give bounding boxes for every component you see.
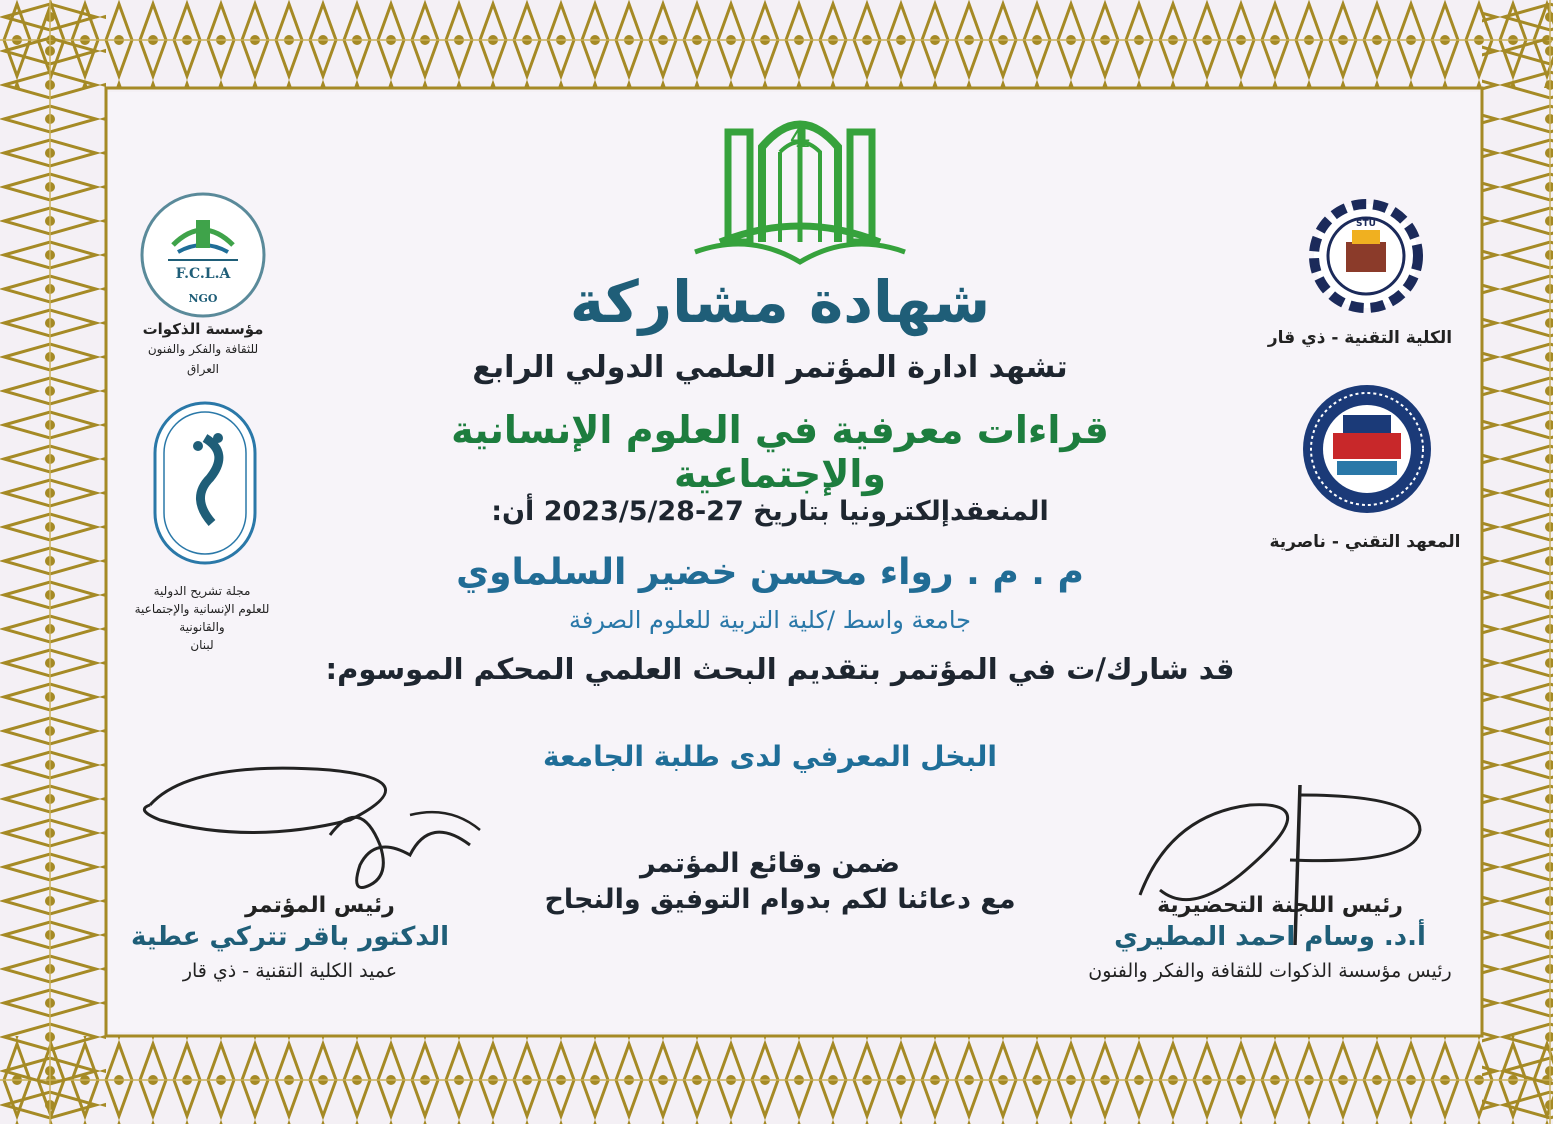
left-signer-role: رئيس المؤتمر <box>245 893 395 918</box>
fcla-logo <box>138 190 268 320</box>
journal-label-1: مجلة تشريح الدولية <box>153 584 251 598</box>
journal-label-2: للعلوم الإنسانية والإجتماعية <box>134 602 270 616</box>
svg-text:NGO: NGO <box>188 292 218 305</box>
certificate-title: شهادة مشاركة <box>569 268 991 336</box>
date-line: المنعقدإلكترونيا بتاريخ 27-2023/5/28 أن: <box>491 496 1049 527</box>
journal-label-4: لبنان <box>190 638 214 652</box>
svg-text:STU: STU <box>1356 219 1376 229</box>
fcla-label-1: مؤسسة الذكوات <box>142 320 264 338</box>
right-signer-position: رئيس مؤسسة الذكوات للثقافة والفكر والفنون <box>1088 960 1452 982</box>
technical-college-logo-icon <box>1300 190 1432 322</box>
right-signer-role: رئيس اللجنة التحضيرية <box>1157 893 1403 918</box>
right-signer-name: أ.د. وسام احمد المطيري <box>1114 922 1426 952</box>
fcla-label-3: العراق <box>186 362 220 376</box>
technical-institute-logo-icon <box>1300 382 1434 516</box>
technical-college-label: الكلية التقنية - ذي قار <box>1267 328 1453 348</box>
emblem-number: 4 <box>789 120 811 155</box>
participant-affiliation: جامعة واسط /كلية التربية للعلوم الصرفة <box>569 606 971 634</box>
conference-emblem-icon <box>690 92 910 267</box>
within-proceedings-text: ضمن وقائع المؤتمر <box>640 848 900 879</box>
svg-text:F.C.L.A: F.C.L.A <box>175 266 231 282</box>
left-signature-icon <box>130 755 510 905</box>
wishes-text: مع دعائنا لكم بدوام التوفيق والنجاح <box>544 884 1016 915</box>
journal-label-3: والقانونية <box>179 620 225 634</box>
participant-name: م . م . رواء محسن خضير السلماوي <box>456 552 1084 593</box>
journal-logo-icon <box>150 398 260 568</box>
left-signer-name: الدكتور باقر تتركي عطية <box>130 922 450 952</box>
conference-name: قراءات معرفية في العلوم الإنسانية والإجتماعية <box>451 408 1109 496</box>
technical-institute-label: المعهد التقني - ناصرية <box>1269 532 1461 552</box>
paper-title: البخل المعرفي لدى طلبة الجامعة <box>543 740 997 773</box>
participation-statement: قد شارك/ت في المؤتمر بتقديم البحث العلمي المحكم الموسوم: <box>325 652 1235 686</box>
left-signer-position: عميد الكلية التقنية - ذي قار <box>182 960 398 982</box>
fcla-label-2: للثقافة والفكر والفنون <box>147 342 259 356</box>
intro-line: تشهد ادارة المؤتمر العلمي الدولي الرابع <box>472 350 1068 385</box>
fcla-emblem-icon <box>138 190 268 320</box>
